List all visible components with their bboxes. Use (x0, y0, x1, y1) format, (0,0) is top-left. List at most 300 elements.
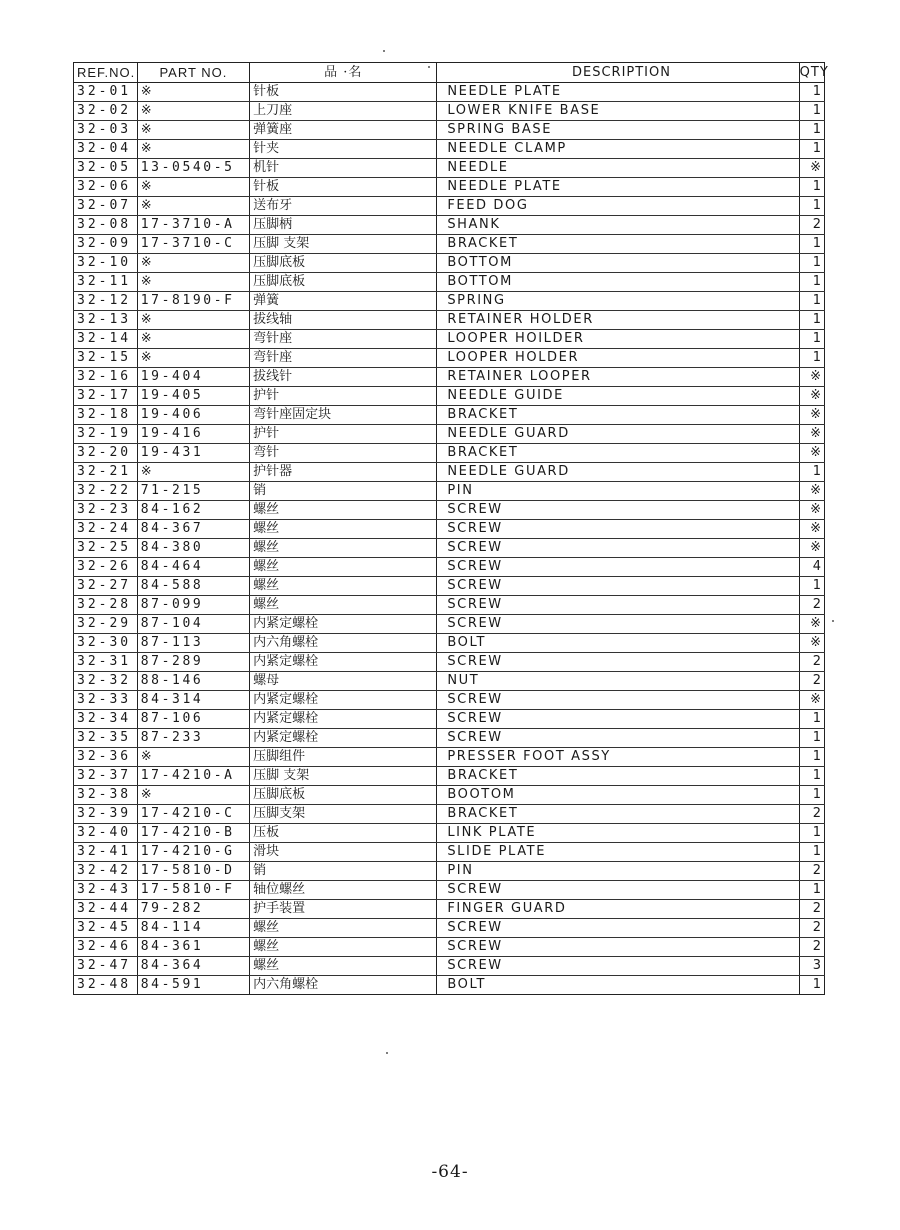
table-row (74, 216, 825, 235)
cell-qty: 1 (799, 463, 824, 482)
cell-name: 压脚 支架 (250, 235, 437, 254)
header-part-no: PART NO. (137, 63, 249, 83)
cell-description: FEED DOG (437, 197, 799, 216)
cell-ref-no: 32-11 (74, 273, 138, 292)
cell-description: BRACKET (437, 805, 799, 824)
table-row (74, 843, 825, 862)
cell-ref-no: 32-29 (74, 615, 138, 634)
table-row (74, 330, 825, 349)
cell-part-no: ※ (137, 197, 249, 216)
cell-name: 螺丝 (250, 539, 437, 558)
cell-qty: ※ (799, 482, 824, 501)
cell-description: SCREW (437, 957, 799, 976)
cell-ref-no: 32-34 (74, 710, 138, 729)
cell-part-no: 17-5810-F (137, 881, 249, 900)
cell-part-no: 17-4210-A (137, 767, 249, 786)
table-row (74, 577, 825, 596)
cell-ref-no: 32-26 (74, 558, 138, 577)
cell-qty: 1 (799, 767, 824, 786)
cell-name: 压脚底板 (250, 254, 437, 273)
cell-qty: 1 (799, 824, 824, 843)
cell-name: 轴位螺丝 (250, 881, 437, 900)
cell-description: LOOPER HOLDER (437, 349, 799, 368)
cell-ref-no: 32-39 (74, 805, 138, 824)
cell-name: 内紧定螺栓 (250, 615, 437, 634)
cell-ref-no: 32-27 (74, 577, 138, 596)
cell-name: 压脚 支架 (250, 767, 437, 786)
table-row (74, 102, 825, 121)
cell-part-no: 79-282 (137, 900, 249, 919)
table-row (74, 539, 825, 558)
cell-ref-no: 32-41 (74, 843, 138, 862)
cell-ref-no: 32-33 (74, 691, 138, 710)
cell-name: 内六角螺栓 (250, 976, 437, 995)
cell-ref-no: 32-25 (74, 539, 138, 558)
cell-description: RETAINER LOOPER (437, 368, 799, 387)
cell-part-no: 17-4210-C (137, 805, 249, 824)
table-row (74, 463, 825, 482)
cell-ref-no: 32-23 (74, 501, 138, 520)
table-row (74, 938, 825, 957)
cell-description: SCREW (437, 558, 799, 577)
table-row (74, 729, 825, 748)
cell-ref-no: 32-20 (74, 444, 138, 463)
cell-qty: ※ (799, 520, 824, 539)
cell-part-no: 84-162 (137, 501, 249, 520)
cell-qty: ※ (799, 501, 824, 520)
header-ref-no: REF.NO. (74, 63, 138, 83)
cell-description: BRACKET (437, 767, 799, 786)
table-row (74, 976, 825, 995)
cell-name: 压板 (250, 824, 437, 843)
cell-name: 针夹 (250, 140, 437, 159)
cell-ref-no: 32-17 (74, 387, 138, 406)
cell-ref-no: 32-24 (74, 520, 138, 539)
cell-ref-no: 32-06 (74, 178, 138, 197)
cell-name: 护针器 (250, 463, 437, 482)
cell-part-no: 84-591 (137, 976, 249, 995)
cell-qty: 1 (799, 748, 824, 767)
table-row (74, 159, 825, 178)
cell-description: SCREW (437, 653, 799, 672)
cell-qty: 1 (799, 786, 824, 805)
table-row (74, 558, 825, 577)
cell-name: 螺丝 (250, 919, 437, 938)
cell-qty: 1 (799, 311, 824, 330)
parts-table-body (74, 83, 825, 995)
table-row (74, 83, 825, 102)
cell-ref-no: 32-38 (74, 786, 138, 805)
table-row (74, 482, 825, 501)
cell-ref-no: 32-47 (74, 957, 138, 976)
cell-description: BRACKET (437, 444, 799, 463)
cell-part-no: 88-146 (137, 672, 249, 691)
cell-part-no: 87-289 (137, 653, 249, 672)
cell-qty: 1 (799, 102, 824, 121)
cell-qty: 1 (799, 330, 824, 349)
cell-description: SCREW (437, 501, 799, 520)
cell-ref-no: 32-32 (74, 672, 138, 691)
table-row (74, 387, 825, 406)
table-row (74, 805, 825, 824)
cell-name: 滑块 (250, 843, 437, 862)
cell-ref-no: 32-44 (74, 900, 138, 919)
scan-speck (832, 620, 834, 622)
cell-description: SCREW (437, 938, 799, 957)
cell-part-no: 19-416 (137, 425, 249, 444)
cell-name: 螺丝 (250, 596, 437, 615)
table-header-row (74, 63, 825, 83)
cell-qty: ※ (799, 425, 824, 444)
cell-description: FINGER GUARD (437, 900, 799, 919)
cell-ref-no: 32-48 (74, 976, 138, 995)
cell-name: 针板 (250, 178, 437, 197)
cell-part-no: ※ (137, 102, 249, 121)
cell-description: NEEDLE GUIDE (437, 387, 799, 406)
cell-description: BOTTOM (437, 254, 799, 273)
cell-description: NEEDLE CLAMP (437, 140, 799, 159)
table-row (74, 140, 825, 159)
cell-part-no: 17-3710-A (137, 216, 249, 235)
cell-part-no: 84-364 (137, 957, 249, 976)
cell-description: PRESSER FOOT ASSY (437, 748, 799, 767)
cell-name: 内六角螺栓 (250, 634, 437, 653)
cell-description: NUT (437, 672, 799, 691)
cell-name: 内紧定螺栓 (250, 691, 437, 710)
cell-name: 压脚支架 (250, 805, 437, 824)
cell-part-no: 84-380 (137, 539, 249, 558)
table-row (74, 767, 825, 786)
cell-ref-no: 32-46 (74, 938, 138, 957)
cell-qty: 3 (799, 957, 824, 976)
table-row (74, 425, 825, 444)
cell-part-no: 19-431 (137, 444, 249, 463)
cell-qty: 2 (799, 596, 824, 615)
cell-ref-no: 32-36 (74, 748, 138, 767)
cell-qty: 4 (799, 558, 824, 577)
table-row (74, 197, 825, 216)
table-row (74, 349, 825, 368)
cell-part-no: ※ (137, 748, 249, 767)
cell-description: SPRING BASE (437, 121, 799, 140)
cell-description: NEEDLE (437, 159, 799, 178)
cell-part-no: 87-113 (137, 634, 249, 653)
cell-part-no: ※ (137, 273, 249, 292)
table-row (74, 824, 825, 843)
cell-name: 销 (250, 862, 437, 881)
cell-part-no: 84-464 (137, 558, 249, 577)
cell-description: PIN (437, 482, 799, 501)
cell-name: 弹簧座 (250, 121, 437, 140)
table-row (74, 273, 825, 292)
scan-speck (386, 1052, 388, 1054)
cell-description: SCREW (437, 729, 799, 748)
table-row (74, 653, 825, 672)
header-name: 品 ·名 (250, 63, 437, 83)
cell-part-no: ※ (137, 330, 249, 349)
cell-name: 压脚底板 (250, 786, 437, 805)
cell-qty: 1 (799, 121, 824, 140)
cell-name: 螺丝 (250, 938, 437, 957)
cell-description: BOLT (437, 634, 799, 653)
cell-part-no: ※ (137, 463, 249, 482)
cell-description: SCREW (437, 710, 799, 729)
cell-name: 护针 (250, 387, 437, 406)
cell-description: SHANK (437, 216, 799, 235)
cell-description: BOOTOM (437, 786, 799, 805)
cell-part-no: 17-8190-F (137, 292, 249, 311)
cell-qty: 2 (799, 919, 824, 938)
cell-name: 螺丝 (250, 501, 437, 520)
cell-part-no: 84-588 (137, 577, 249, 596)
cell-name: 送布牙 (250, 197, 437, 216)
cell-ref-no: 32-21 (74, 463, 138, 482)
cell-part-no: 19-404 (137, 368, 249, 387)
table-row (74, 596, 825, 615)
cell-description: NEEDLE PLATE (437, 178, 799, 197)
cell-description: SLIDE PLATE (437, 843, 799, 862)
cell-qty: 1 (799, 273, 824, 292)
cell-ref-no: 32-08 (74, 216, 138, 235)
cell-part-no: 84-314 (137, 691, 249, 710)
cell-name: 护针 (250, 425, 437, 444)
cell-qty: 2 (799, 653, 824, 672)
cell-description: SCREW (437, 615, 799, 634)
cell-description: NEEDLE GUARD (437, 425, 799, 444)
cell-description: LOWER KNIFE BASE (437, 102, 799, 121)
cell-name: 针板 (250, 83, 437, 102)
table-row (74, 900, 825, 919)
cell-name: 弯针座固定块 (250, 406, 437, 425)
cell-qty: ※ (799, 634, 824, 653)
cell-part-no: 87-104 (137, 615, 249, 634)
cell-part-no: 84-367 (137, 520, 249, 539)
cell-description: SCREW (437, 919, 799, 938)
cell-description: SCREW (437, 520, 799, 539)
cell-qty: ※ (799, 539, 824, 558)
cell-ref-no: 32-15 (74, 349, 138, 368)
cell-part-no: ※ (137, 178, 249, 197)
cell-name: 压脚底板 (250, 273, 437, 292)
cell-description: RETAINER HOLDER (437, 311, 799, 330)
cell-ref-no: 32-28 (74, 596, 138, 615)
header-qty: QTY (799, 63, 824, 83)
cell-name: 机针 (250, 159, 437, 178)
cell-ref-no: 32-30 (74, 634, 138, 653)
cell-name: 螺丝 (250, 577, 437, 596)
cell-name: 弯针 (250, 444, 437, 463)
cell-name: 销 (250, 482, 437, 501)
cell-ref-no: 32-09 (74, 235, 138, 254)
cell-qty: 1 (799, 197, 824, 216)
cell-part-no: ※ (137, 121, 249, 140)
cell-part-no: ※ (137, 254, 249, 273)
cell-part-no: ※ (137, 140, 249, 159)
cell-part-no: 84-361 (137, 938, 249, 957)
table-row (74, 520, 825, 539)
cell-qty: 1 (799, 729, 824, 748)
cell-qty: 1 (799, 292, 824, 311)
cell-description: LOOPER HOILDER (437, 330, 799, 349)
cell-part-no: 87-106 (137, 710, 249, 729)
table-row (74, 444, 825, 463)
cell-name: 弯针座 (250, 349, 437, 368)
cell-name: 上刀座 (250, 102, 437, 121)
cell-ref-no: 32-13 (74, 311, 138, 330)
cell-qty: 1 (799, 83, 824, 102)
cell-part-no: 87-099 (137, 596, 249, 615)
table-row (74, 235, 825, 254)
table-row (74, 691, 825, 710)
cell-part-no: 87-233 (137, 729, 249, 748)
cell-ref-no: 32-37 (74, 767, 138, 786)
cell-ref-no: 32-22 (74, 482, 138, 501)
cell-ref-no: 32-35 (74, 729, 138, 748)
cell-qty: 2 (799, 938, 824, 957)
cell-qty: 1 (799, 577, 824, 596)
table-row (74, 178, 825, 197)
cell-qty: 2 (799, 216, 824, 235)
page-number: -64- (431, 1162, 469, 1182)
cell-name: 拔线轴 (250, 311, 437, 330)
cell-qty: 1 (799, 976, 824, 995)
table-row (74, 748, 825, 767)
cell-name: 弯针座 (250, 330, 437, 349)
table-row (74, 121, 825, 140)
table-row (74, 862, 825, 881)
cell-name: 螺母 (250, 672, 437, 691)
cell-description: NEEDLE GUARD (437, 463, 799, 482)
cell-qty: ※ (799, 691, 824, 710)
cell-qty: 1 (799, 254, 824, 273)
cell-ref-no: 32-19 (74, 425, 138, 444)
cell-ref-no: 32-03 (74, 121, 138, 140)
cell-ref-no: 32-18 (74, 406, 138, 425)
cell-qty: 1 (799, 710, 824, 729)
cell-part-no: ※ (137, 349, 249, 368)
cell-description: SCREW (437, 539, 799, 558)
cell-description: SCREW (437, 691, 799, 710)
cell-name: 内紧定螺栓 (250, 653, 437, 672)
cell-name: 内紧定螺栓 (250, 729, 437, 748)
table-row (74, 881, 825, 900)
cell-name: 弹簧 (250, 292, 437, 311)
cell-ref-no: 32-04 (74, 140, 138, 159)
cell-ref-no: 32-02 (74, 102, 138, 121)
cell-ref-no: 32-14 (74, 330, 138, 349)
cell-ref-no: 32-43 (74, 881, 138, 900)
cell-ref-no: 32-31 (74, 653, 138, 672)
cell-ref-no: 32-10 (74, 254, 138, 273)
cell-name: 螺丝 (250, 957, 437, 976)
cell-description: BRACKET (437, 406, 799, 425)
parts-table (73, 62, 829, 995)
cell-ref-no: 32-07 (74, 197, 138, 216)
table-row (74, 634, 825, 653)
cell-description: SPRING (437, 292, 799, 311)
cell-part-no: 84-114 (137, 919, 249, 938)
cell-ref-no: 32-05 (74, 159, 138, 178)
cell-ref-no: 32-42 (74, 862, 138, 881)
cell-ref-no: 32-16 (74, 368, 138, 387)
cell-qty: 2 (799, 672, 824, 691)
scan-speck (383, 50, 385, 52)
header-description: DESCRIPTION (437, 63, 799, 83)
cell-description: PIN (437, 862, 799, 881)
cell-name: 压脚组件 (250, 748, 437, 767)
cell-part-no: 19-405 (137, 387, 249, 406)
cell-part-no: 17-4210-G (137, 843, 249, 862)
cell-part-no: 17-4210-B (137, 824, 249, 843)
cell-part-no: 19-406 (137, 406, 249, 425)
cell-qty: ※ (799, 159, 824, 178)
cell-qty: ※ (799, 406, 824, 425)
cell-qty: 1 (799, 881, 824, 900)
cell-name: 压脚柄 (250, 216, 437, 235)
cell-description: BOTTOM (437, 273, 799, 292)
cell-qty: 2 (799, 862, 824, 881)
cell-name: 螺丝 (250, 520, 437, 539)
cell-part-no: ※ (137, 83, 249, 102)
table-row (74, 615, 825, 634)
table-row (74, 406, 825, 425)
cell-part-no: ※ (137, 311, 249, 330)
cell-qty: 2 (799, 805, 824, 824)
cell-name: 拔线针 (250, 368, 437, 387)
cell-qty: ※ (799, 444, 824, 463)
cell-description: SCREW (437, 577, 799, 596)
cell-description: SCREW (437, 881, 799, 900)
cell-name: 内紧定螺栓 (250, 710, 437, 729)
table-row (74, 501, 825, 520)
table-row (74, 311, 825, 330)
cell-part-no: 17-3710-C (137, 235, 249, 254)
cell-part-no: 13-0540-5 (137, 159, 249, 178)
cell-name: 螺丝 (250, 558, 437, 577)
cell-part-no: ※ (137, 786, 249, 805)
cell-ref-no: 32-45 (74, 919, 138, 938)
cell-ref-no: 32-40 (74, 824, 138, 843)
cell-description: NEEDLE PLATE (437, 83, 799, 102)
cell-qty: 1 (799, 843, 824, 862)
table-row (74, 919, 825, 938)
table-row (74, 672, 825, 691)
cell-description: LINK PLATE (437, 824, 799, 843)
cell-part-no: 17-5810-D (137, 862, 249, 881)
table-row (74, 786, 825, 805)
cell-description: SCREW (437, 596, 799, 615)
cell-qty: ※ (799, 615, 824, 634)
cell-part-no: 71-215 (137, 482, 249, 501)
cell-qty: ※ (799, 368, 824, 387)
cell-qty: 1 (799, 140, 824, 159)
table-row (74, 254, 825, 273)
cell-name: 护手装置 (250, 900, 437, 919)
table-row (74, 292, 825, 311)
cell-qty: 2 (799, 900, 824, 919)
table-row (74, 710, 825, 729)
cell-description: BOLT (437, 976, 799, 995)
cell-ref-no: 32-01 (74, 83, 138, 102)
cell-qty: 1 (799, 235, 824, 254)
cell-ref-no: 32-12 (74, 292, 138, 311)
cell-description: BRACKET (437, 235, 799, 254)
table-row (74, 957, 825, 976)
cell-qty: ※ (799, 387, 824, 406)
table-row (74, 368, 825, 387)
cell-qty: 1 (799, 178, 824, 197)
cell-qty: 1 (799, 349, 824, 368)
